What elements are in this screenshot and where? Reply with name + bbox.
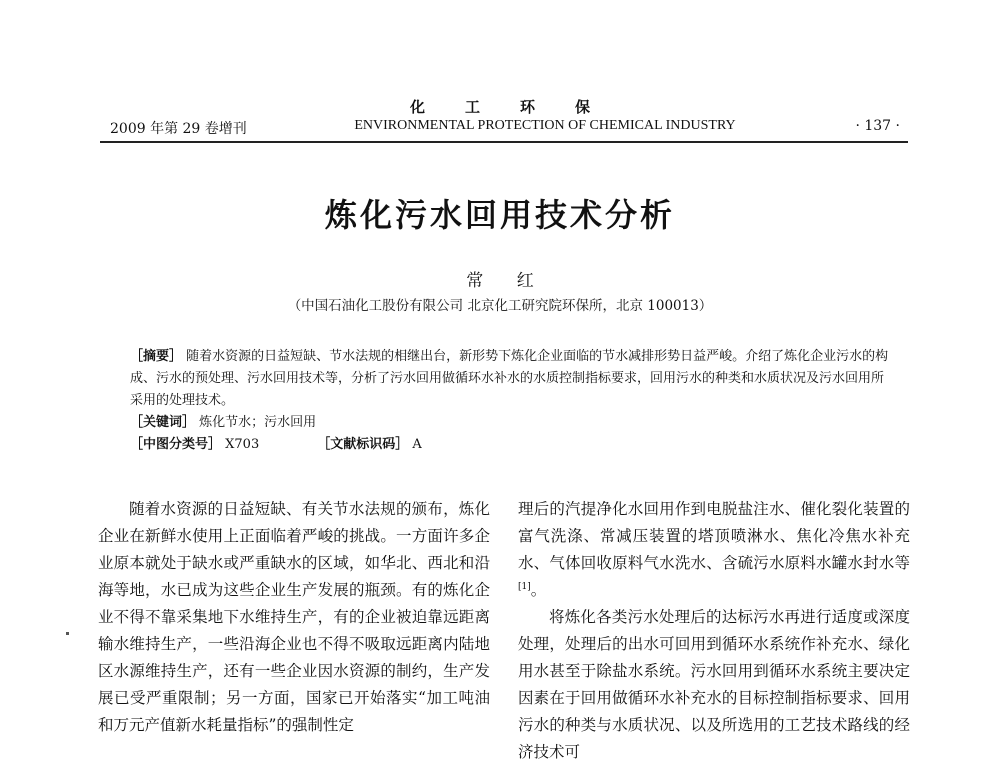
body-paragraph <box>518 496 910 604</box>
volume-info: 2009 年第 29 卷增刊 <box>110 121 247 137</box>
classification-label: ［中图分类号］ <box>130 437 222 452</box>
body-column-left <box>98 496 490 739</box>
keywords-text: 炼化节水；污水回用 <box>199 415 317 430</box>
scan-speck <box>66 632 69 635</box>
body-paragraph: 随着水资源的日益短缺、有关节水法规的颁布，炼化企业在新鲜水使用上正面临着严峻的挑战。一方面许多企业原本就处于缺水或严重缺水的区域，如华北、西北和沿海等地，水已成为这些企业生产发展的瓶颈。有的炼化企业不得不靠采集地下水维持生产，有的企业被迫靠远距离输水维持生产，一些沿海企业也不得不吸取远距离内陆地区水源维持生产，还有一些企业因水资源的制约，生产发展已受严重限制；另一方面，国家已开始落实“加工吨油和万元产值新水耗量指标”的强制性定 <box>98 500 490 734</box>
abstract-paragraph <box>130 346 890 412</box>
author-affiliation: （中国石油化工股份有限公司 北京化工研究院环保所，北京 100013） <box>287 298 713 314</box>
author-name: 常 红 <box>466 271 548 291</box>
abstract-block <box>130 346 890 456</box>
page-number: · 137 · <box>855 118 900 134</box>
keywords-label: ［关键词］ <box>130 415 196 430</box>
classification-line <box>130 434 890 456</box>
header-divider <box>100 141 908 143</box>
document-code-value: A <box>412 437 422 452</box>
body-column-right <box>518 496 910 760</box>
journal-name-chinese: 化工环保 <box>409 98 630 116</box>
body-text-end: 。 <box>530 581 547 599</box>
abstract-text: 随着水资源的日益短缺、节水法规的相继出台，新形势下炼化企业面临的节水减排形势日益严峻。介绍了炼化企业污水的构成、污水的预处理、污水回用技术等，分析了污水回用做循环水补水的水质控制指标要求，回用污水的种类和水质状况及污水回用所采用的处理技术。 <box>130 349 889 408</box>
body-paragraph: 将炼化各类污水处理后的达标污水再进行适度或深度处理，处理后的出水可回用到循环水系统作补充水、绿化用水甚至于除盐水系统。污水回用到循环水系统主要决定因素在于回用做循环水补充水的目标控制指标要求、回用污水的种类与水质状况、以及所选用的工艺技术路线的经济技术可 <box>518 608 910 760</box>
reference-marker: [1] <box>518 581 531 592</box>
article-title: 炼化污水回用技术分析 <box>324 196 675 234</box>
journal-name-english: ENVIRONMENTAL PROTECTION OF CHEMICAL INDUSTRY <box>354 118 736 133</box>
document-code-label: ［文献标识码］ <box>317 437 409 452</box>
keywords-line <box>130 412 890 434</box>
abstract-label: ［摘要］ <box>130 349 183 364</box>
body-text: 理后的汽提净化水回用作到电脱盐注水、催化裂化装置的富气洗涤、常减压装置的塔顶喷淋水、焦化冷焦水补充水、气体回收原料气水洗水、含硫污水原料水罐水封水等 <box>518 500 910 572</box>
classification-value: X703 <box>225 437 260 452</box>
